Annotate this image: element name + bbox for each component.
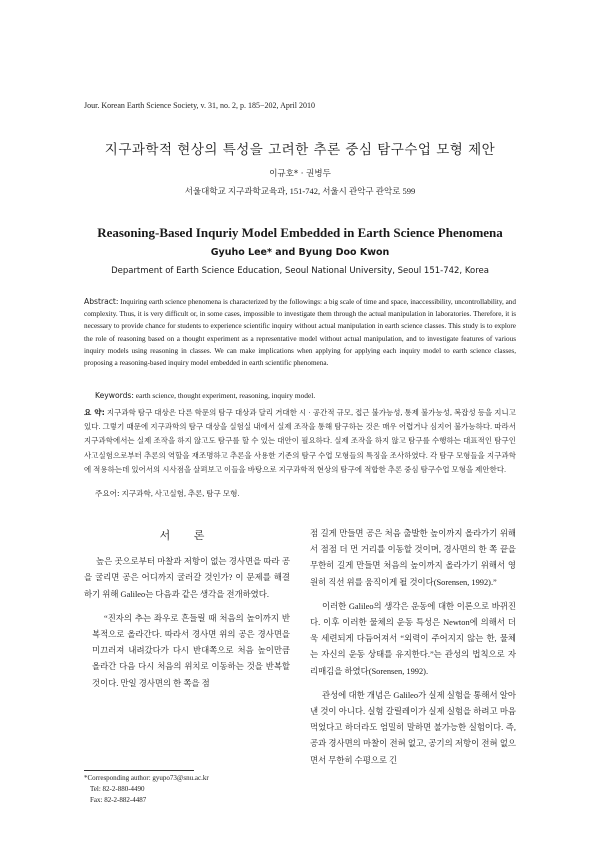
korean-keywords-label: 주요어: bbox=[95, 489, 120, 498]
title-english: Reasoning-Based Inquriy Model Embedded in Earth Science Phenomena bbox=[97, 225, 503, 240]
keywords-text: earth science, thought experiment, reasoning, inquiry model. bbox=[133, 391, 316, 400]
section-heading-introduction: 서 론 bbox=[159, 529, 215, 542]
authors-korean: 이규호* · 권병두 bbox=[269, 169, 331, 179]
fax: Fax: 82-2-882-4487 bbox=[90, 796, 147, 804]
authors-english: Gyuho Lee* and Byung Doo Kwon bbox=[210, 247, 390, 258]
abstract-text: Inquiring earth science phenomena is characterized by the followings: a big scale of time and space, inaccessibility, uncontrollability, and complexity. Thus, it is very difficult or, in some cases, impossible to investigate them through the actual manipulation in laboratories. Therefore, it is necessary to provide chance for students to experience scientific inquiry without actual manipulation in earth science classes. This study is to explore the role of reasoning based on a thought experiment as a representative model without actual manipulation, and to investigate features of various inquiry models using reasoning in classes. We can make implications when applying for applying each inquiry model to earth science classes, proposing a reasoning-based inquiry model embedded in earth scientific phenomena. bbox=[84, 298, 516, 368]
galileo-quote: “진자의 추는 좌우로 흔들릴 때 처음의 높이까지 반복적으로 올라간다. 따라서 경사면 위의 공은 경사면을 미끄러져 내려갔다가 다시 반대쪽으로 처음 높이만큼 올라간 다음 다시 처음의 위치로 이동하는 것을 반복할 것이다. 만일 경사면의 한 쪽을 점 bbox=[92, 613, 290, 688]
korean-keywords-text: 지구과학, 사고실험, 추론, 탐구 모형. bbox=[119, 489, 240, 498]
abstract-label: Abstract: bbox=[84, 297, 119, 306]
korean-abstract-text: 지구과학 탐구 대상은 다른 학문의 탐구 대상과 달리 거대한 시 · 공간적 규모, 접근 불가능성, 통제 불가능성, 복잡성 등을 지니고 있다. 그렇기 때문에 지구과학의 탐구 대상을 실험실 내에서 실제 조작을 통해 탐구하는 것은 매우 어렵거나 심지어 불가능하다. 따라서 지구과학에서는 실제 조작을 하지 않고도 탐구를 할 수 있는 대안이 필요하다. 실제 조작을 하지 않고 탐구를 수행하는 대표적인 탐구인 사고실험으로부터 추론의 역할을 재조명하고 추론을 사용한 기존의 탐구 수업 모형들의 특징을 조사하였다. 각 탐구 모형들을 지구과학에 적용하는데 있어서의 시사점을 살펴보고 이들을 바탕으로 지구과학적 현상의 탐구에 적합한 추론 중심 탐구수업 모형을 제안한다. bbox=[84, 408, 516, 474]
intro-paragraph-1: 높은 곳으로부터 마찰과 저항이 없는 경사면을 따라 공을 굴리면 공은 어디까지 굴러갈 것인가? 이 문제를 해결하기 위해 Galileo는 다음과 같은 생각을 전개하였다. bbox=[84, 557, 290, 599]
keywords-label: Keywords: bbox=[95, 391, 134, 400]
keywords bbox=[95, 391, 515, 400]
right-column bbox=[310, 526, 516, 777]
title-korean: 지구과학적 현상의 특성을 고려한 추론 중심 탐구수업 모형 제안 bbox=[104, 142, 496, 158]
telephone: Tel: 82-2-880-4490 bbox=[90, 785, 145, 793]
korean-abstract-label: 요 약: bbox=[84, 408, 105, 417]
korean-abstract bbox=[84, 406, 516, 477]
journal-citation: Jour. Korean Earth Science Society, v. 31, no. 2, p. 185−202, April 2010 bbox=[84, 101, 315, 110]
left-column bbox=[84, 528, 290, 700]
quote-continuation: 점 길게 만들면 공은 처음 출발한 높이까지 올라가기 위해서 점점 더 먼 거리를 이동할 것이며, 경사면의 한 쪽 끝을 무한히 길게 만들면 처음의 높이까지 올라가기 위해서 영원히 직선 위를 움직이게 될 것이다(Sorensen, 1992).” bbox=[310, 529, 516, 587]
intro-paragraph-2: 이러한 Galileo의 생각은 운동에 대한 이론으로 바뀌진다. 이후 이러한 물체의 운동 특성은 Newton에 의해서 더욱 세련되게 다듬어져서 “외력이 주어지지 않는 한, 물체는 자신의 운동 상태를 유지한다.”는 관성의 법칙으로 자리매김을 하였다(Sorensen, 1992). bbox=[310, 601, 516, 676]
korean-keywords bbox=[95, 488, 515, 499]
intro-paragraph-3: 관성에 대한 개념은 Galileo가 실제 실험을 통해서 알아낸 것이 아니다. 실험 갈릴레이가 실제 실험을 하려고 마음먹었다고 하더라도 엄밀히 말하면 불가능한 실험이다. 즉, 공과 경사면의 마찰이 전혀 없고, 공기의 저항이 전혀 없으면서 무한히 수평으로 긴 bbox=[310, 690, 516, 765]
affiliation-english: Department of Earth Science Education, Seoul National University, Seoul 151-742, Korea bbox=[111, 266, 489, 276]
affiliation-korean: 서울대학교 지구과학교육과, 151-742, 서울시 관악구 관악로 599 bbox=[184, 186, 416, 196]
corresponding-author: *Corresponding author: gyupo73@snu.ac.kr bbox=[84, 774, 209, 782]
abstract bbox=[84, 296, 516, 369]
footnote-divider bbox=[84, 770, 194, 771]
footnote bbox=[84, 773, 290, 806]
